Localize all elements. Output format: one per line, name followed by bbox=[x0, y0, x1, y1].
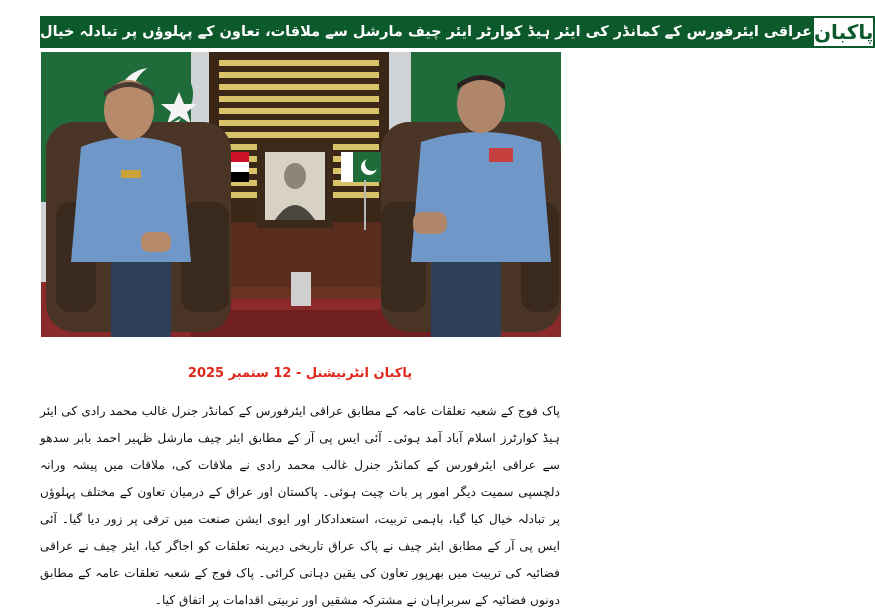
headline: عراقی ایئرفورس کے کمانڈر کی ایئر ہیڈ کوارٹر ایئر چیف مارشل سے ملاقات، تعاون کے پہلوؤں پر تبادلہ خیال bbox=[40, 16, 812, 48]
dateline: پاکبان انٹرنیشنل - 12 ستمبر 2025 bbox=[187, 366, 413, 381]
meeting-photo bbox=[41, 52, 561, 337]
header-banner bbox=[40, 16, 874, 48]
article-body: پاک فوج کے شعبہ تعلقات عامہ کے مطابق عراقی ایئرفورس کے کمانڈر جنرل غالب محمد رادی کی ایئر ہیڈ کوارٹرز اسلام آباد آمد ہوئی۔ آئی ایس پی آر کے مطابق ایئر چیف مارشل ظہیر احمد بابر سدھو سے عراقی ایئرفورس کے کمانڈر جنرل غالب محمد رادی نے ملاقات کی، ملاقات میں پیشہ ورانہ دلچسپی سمیت دیگر امور پر بات چیت ہوئی۔ پاکستان اور عراق کے درمیان تعاون کے مختلف پہلوؤں پر تبادلہ خیال کیا گیا، باہمی تربیت، استعدادکار اور ایوی ایشن صنعت میں ترقی پر زور دیا گیا۔ آئی ایس پی آر کے مطابق ایئر چیف نے پاک عراق تاریخی دیرینہ تعلقات کو اجاگر کیا، ایئر چیف نے عراقی فضائیہ کی تربیت میں بھرپور تعاون کی یقین دہانی کرائی۔ پاک فوج کے شعبہ تعلقات عامہ کے مطابق دونوں فضائیہ کے سربراہان نے مشترکہ مشقیں اور تربیتی اقدامات پر اتفاق کیا۔ bbox=[40, 404, 560, 607]
brand-logo: پاکبان bbox=[812, 16, 875, 48]
framed-portrait bbox=[257, 144, 333, 228]
